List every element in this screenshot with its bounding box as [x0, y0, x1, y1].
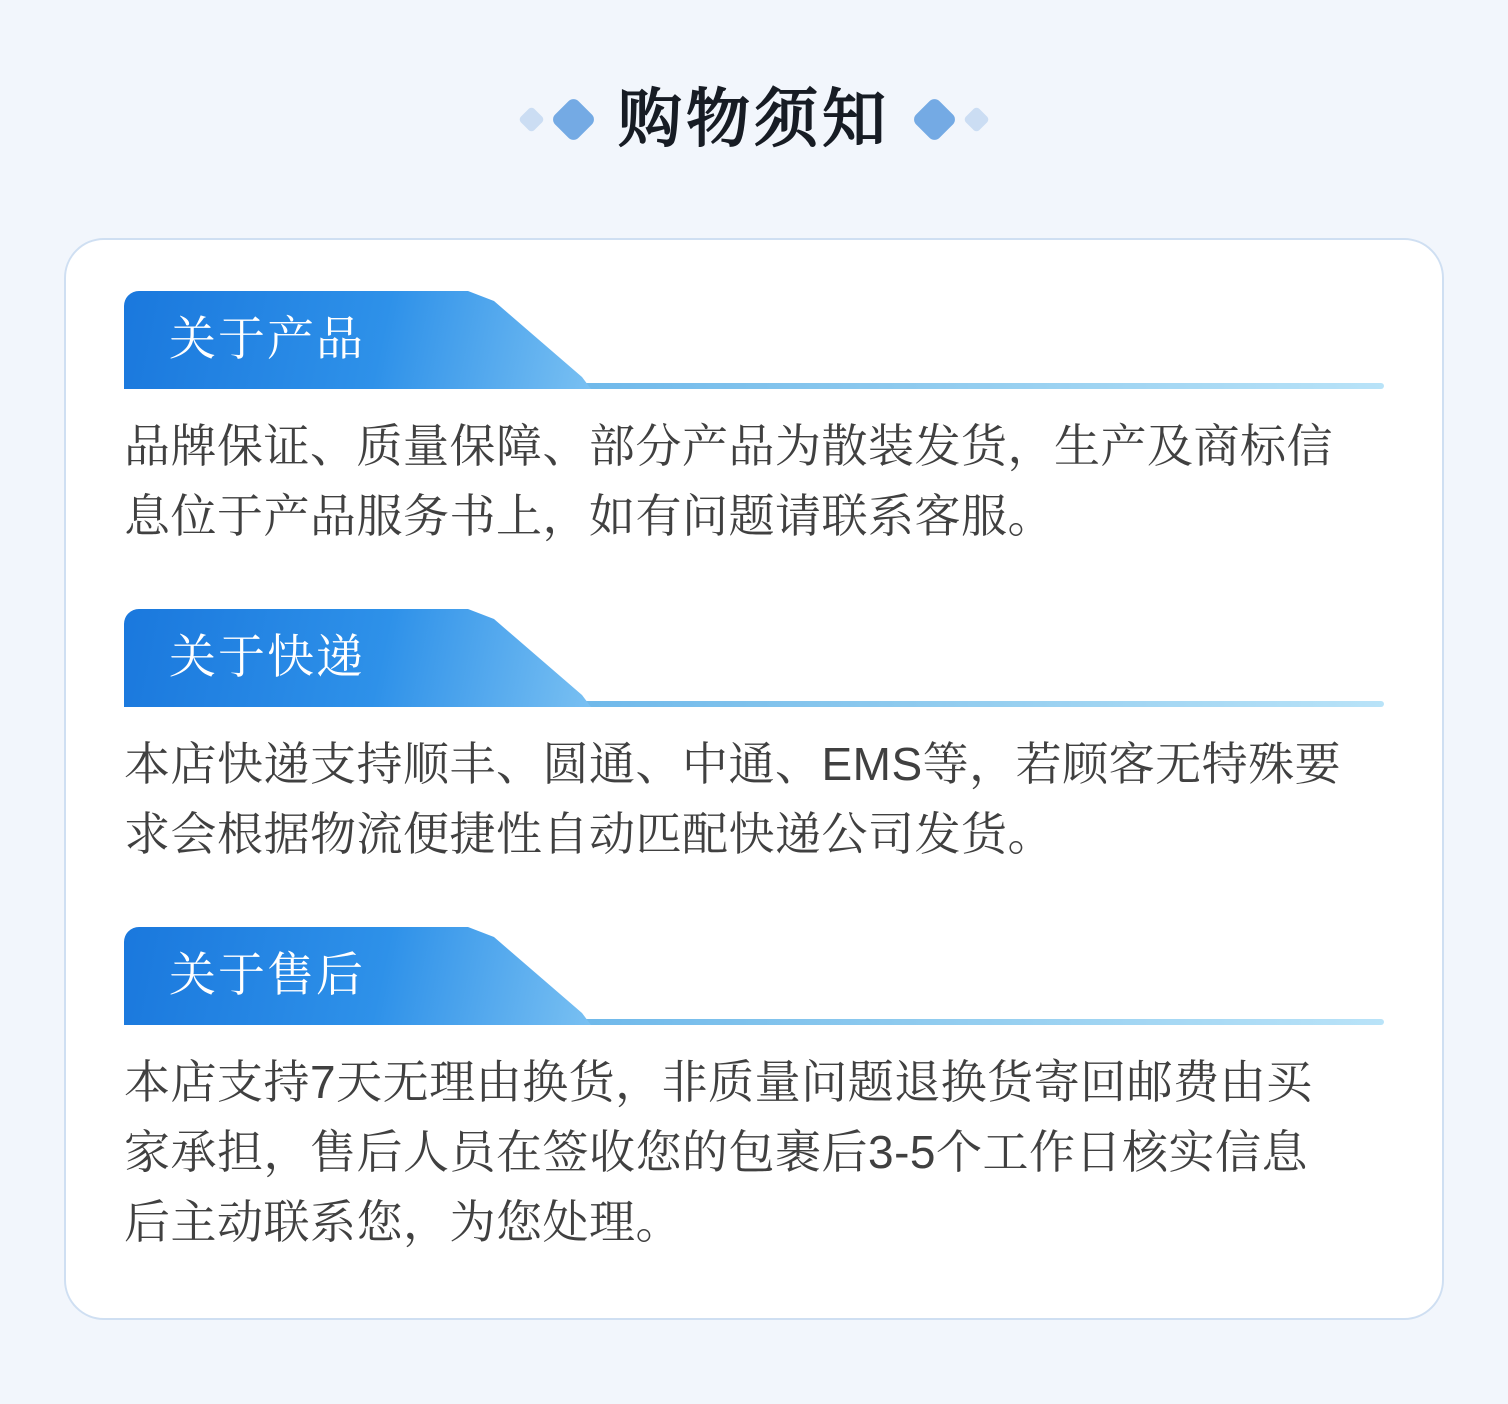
- section-header-ribbon: [124, 609, 1384, 707]
- section-title: 关于售后: [169, 948, 365, 1001]
- body-line: 求会根据物流便捷性自动匹配快递公司发货。: [124, 808, 1054, 860]
- section-about-product: [124, 291, 1384, 551]
- diamond-small-icon: [518, 106, 545, 133]
- section-body-text: [124, 411, 1384, 551]
- section-about-aftersales: [124, 927, 1384, 1257]
- ribbon-underline: [554, 1019, 1384, 1025]
- section-header-ribbon: [124, 927, 1384, 1025]
- section-body-text: [124, 729, 1384, 869]
- section-title: 关于产品: [169, 312, 365, 365]
- notice-card: [64, 238, 1444, 1320]
- diamond-small-icon: [963, 106, 990, 133]
- body-line: 家承担，售后人员在签收您的包裹后3-5个工作日核实信息: [124, 1126, 1308, 1178]
- title-decor-right: [918, 103, 986, 136]
- section-header-ribbon: [124, 291, 1384, 389]
- ribbon-underline: [554, 701, 1384, 707]
- body-line: 本店快递支持顺丰、圆通、中通、EMS等，若顾客无特殊要: [124, 738, 1342, 790]
- body-line: 后主动联系您，为您处理。: [124, 1196, 682, 1248]
- page-title: 购物须知: [618, 83, 890, 155]
- body-line: 本店支持7天无理由换货，非质量问题退换货寄回邮费由买: [124, 1056, 1313, 1108]
- ribbon-underline: [554, 383, 1384, 389]
- diamond-large-icon: [911, 96, 958, 143]
- section-title: 关于快递: [169, 630, 365, 683]
- section-body-text: [124, 1047, 1384, 1257]
- page-header: [0, 0, 1508, 166]
- section-about-shipping: [124, 609, 1384, 869]
- title-decor-left: [522, 103, 590, 136]
- body-line: 息位于产品服务书上，如有问题请联系客服。: [124, 490, 1054, 542]
- diamond-large-icon: [550, 96, 597, 143]
- body-line: 品牌保证、质量保障、部分产品为散装发货，生产及商标信: [124, 420, 1333, 472]
